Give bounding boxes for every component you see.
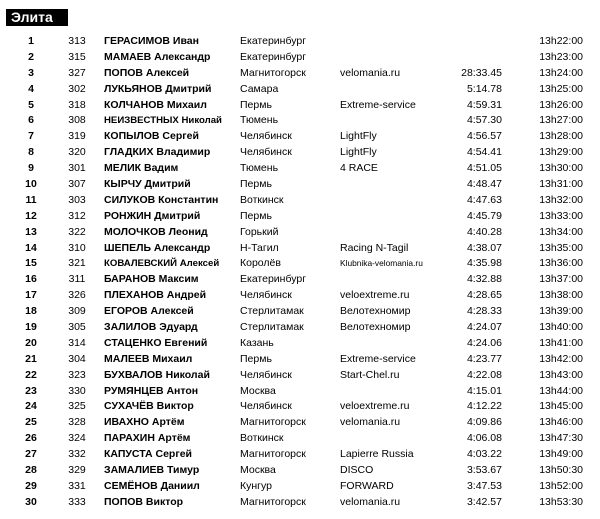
table-row <box>0 177 600 193</box>
place-cell: 25 <box>25 416 37 429</box>
team-cell: Start-Chel.ru <box>340 368 400 381</box>
time-cell: 13h43:00 <box>539 368 583 381</box>
city-cell: Магнитогорск <box>240 66 306 79</box>
gap-cell: 4:28.65 <box>466 289 502 302</box>
name-cell: ПОПОВ Виктор <box>104 495 184 508</box>
table-row <box>0 145 600 161</box>
city-cell: Магнитогорск <box>240 448 306 461</box>
gap-cell: 4:54.41 <box>466 146 502 159</box>
place-cell: 28 <box>25 464 37 477</box>
team-cell: LightFly <box>340 146 377 159</box>
bib-cell: 307 <box>68 178 86 191</box>
city-cell: Воткинск <box>240 432 284 445</box>
time-cell: 13h41:00 <box>539 336 583 349</box>
time-cell: 13h34:00 <box>539 225 583 238</box>
time-cell: 13h22:00 <box>539 35 583 47</box>
name-cell: ШЕПЕЛЬ Александр <box>104 241 211 254</box>
table-row <box>0 352 600 368</box>
bib-cell: 304 <box>68 352 86 365</box>
gap-cell: 4:56.57 <box>466 130 502 143</box>
table-row <box>0 66 600 82</box>
name-cell: КАПУСТА Сергей <box>104 448 193 461</box>
city-cell: Магнитогорск <box>240 416 306 429</box>
gap-cell: 4:40.28 <box>466 225 502 238</box>
team-cell: Lapierre Russia <box>340 448 414 461</box>
city-cell: Челябинск <box>240 400 292 413</box>
table-row <box>0 98 600 114</box>
time-cell: 13h28:00 <box>539 130 583 143</box>
name-cell: СУХАЧЁВ Виктор <box>104 400 194 413</box>
place-cell: 19 <box>25 321 37 334</box>
bib-cell: 321 <box>68 257 86 270</box>
gap-cell: 4:51.05 <box>466 162 502 175</box>
name-cell: МОЛОЧКОВ Леонид <box>104 225 208 238</box>
place-cell: 27 <box>25 448 37 461</box>
bib-cell: 310 <box>68 241 86 254</box>
name-cell: КОЛЧАНОВ Михаил <box>104 98 207 111</box>
gap-cell: 3:53.67 <box>466 464 502 477</box>
name-cell: НЕИЗВЕСТНЫХ Николай <box>104 115 222 127</box>
name-cell: БУХВАЛОВ Николай <box>104 368 210 381</box>
time-cell: 13h50:30 <box>539 464 583 477</box>
bib-cell: 323 <box>68 368 86 381</box>
gap-cell: 4:23.77 <box>466 352 502 365</box>
place-cell: 29 <box>25 479 37 492</box>
time-cell: 13h44:00 <box>539 384 583 397</box>
time-cell: 13h29:00 <box>539 146 583 159</box>
place-cell: 8 <box>28 146 34 159</box>
place-cell: 26 <box>25 432 37 445</box>
table-row <box>0 384 600 400</box>
table-row <box>0 368 600 384</box>
place-cell: 11 <box>25 193 37 206</box>
table-row <box>0 193 600 209</box>
team-cell: velomania.ru <box>340 66 401 79</box>
name-cell: ПАРАХИН Артём <box>104 432 191 445</box>
bib-cell: 311 <box>68 273 86 286</box>
time-cell: 13h42:00 <box>539 352 583 365</box>
name-cell: ГЕРАСИМОВ Иван <box>104 35 199 47</box>
bib-cell: 318 <box>68 98 86 111</box>
city-cell: Самара <box>240 82 279 95</box>
table-row <box>0 304 600 320</box>
place-cell: 30 <box>25 495 37 508</box>
bib-cell: 302 <box>68 82 86 95</box>
time-cell: 13h46:00 <box>539 416 583 429</box>
place-cell: 21 <box>25 352 37 365</box>
team-cell: Велотехномир <box>340 321 411 334</box>
name-cell: КЫРЧУ Дмитрий <box>104 178 191 191</box>
city-cell: Воткинск <box>240 193 284 206</box>
gap-cell: 4:24.07 <box>466 321 502 334</box>
bib-cell: 319 <box>68 130 86 143</box>
gap-cell: 4:35.98 <box>466 257 502 270</box>
table-row <box>0 256 600 272</box>
time-cell: 13h32:00 <box>539 193 583 206</box>
place-cell: 22 <box>25 368 37 381</box>
city-cell: Пермь <box>240 209 272 222</box>
city-cell: Екатеринбург <box>240 273 307 286</box>
city-cell: Королёв <box>240 257 281 270</box>
bib-cell: 327 <box>68 66 86 79</box>
gap-cell: 3:47.53 <box>466 479 502 492</box>
city-cell: Екатеринбург <box>240 50 307 63</box>
city-cell: Н-Тагил <box>240 241 279 254</box>
bib-cell: 326 <box>68 289 86 302</box>
city-cell: Казань <box>240 336 274 349</box>
team-cell: Extreme-service <box>340 98 416 111</box>
table-row <box>0 241 600 257</box>
name-cell: ПЛЕХАНОВ Андрей <box>104 289 207 302</box>
gap-cell: 4:03.22 <box>466 448 502 461</box>
bib-cell: 303 <box>68 193 86 206</box>
city-cell: Москва <box>240 464 276 477</box>
city-cell: Пермь <box>240 352 272 365</box>
city-cell: Кунгур <box>240 479 272 492</box>
place-cell: 5 <box>28 98 34 111</box>
table-row <box>0 447 600 463</box>
name-cell: ГЛАДКИХ Владимир <box>104 146 211 159</box>
city-cell: Пермь <box>240 178 272 191</box>
bib-cell: 315 <box>68 50 86 63</box>
place-cell: 6 <box>28 114 34 127</box>
table-row <box>0 463 600 479</box>
bib-cell: 332 <box>68 448 86 461</box>
place-cell: 9 <box>28 162 34 175</box>
place-cell: 20 <box>25 336 37 349</box>
bib-cell: 328 <box>68 416 86 429</box>
time-cell: 13h52:00 <box>539 479 583 492</box>
time-cell: 13h33:00 <box>539 209 583 222</box>
name-cell: МАМАЕВ Александр <box>104 50 211 63</box>
table-row <box>0 50 600 66</box>
bib-cell: 325 <box>68 400 86 413</box>
table-row <box>0 415 600 431</box>
team-cell: DISCO <box>340 464 374 477</box>
gap-cell: 4:22.08 <box>466 368 502 381</box>
time-cell: 13h24:00 <box>539 66 583 79</box>
name-cell: РУМЯНЦЕВ Антон <box>104 384 199 397</box>
time-cell: 13h49:00 <box>539 448 583 461</box>
gap-cell: 5:14.78 <box>466 82 502 95</box>
gap-cell: 4:09.86 <box>466 416 502 429</box>
time-cell: 13h35:00 <box>539 241 583 254</box>
city-cell: Челябинск <box>240 289 292 302</box>
name-cell: ПОПОВ Алексей <box>104 66 190 79</box>
time-cell: 13h25:00 <box>539 82 583 95</box>
time-cell: 13h26:00 <box>539 98 583 111</box>
team-cell: velomania.ru <box>340 495 401 508</box>
name-cell: СЕМЁНОВ Даниил <box>104 479 200 492</box>
time-cell: 13h45:00 <box>539 400 583 413</box>
time-cell: 13h30:00 <box>539 162 583 175</box>
name-cell: ЗАЛИЛОВ Эдуард <box>104 321 198 334</box>
name-cell: КОВАЛЕВСКИЙ Алексей <box>104 258 220 270</box>
time-cell: 13h31:00 <box>539 178 583 191</box>
city-cell: Пермь <box>240 98 272 111</box>
name-cell: СТАЦЕНКО Евгений <box>104 336 208 349</box>
city-cell: Магнитогорск <box>240 495 306 508</box>
table-row <box>0 161 600 177</box>
name-cell: ЗАМАЛИЕВ Тимур <box>104 464 200 477</box>
gap-cell: 4:57.30 <box>466 114 502 127</box>
gap-cell: 28:33.45 <box>461 66 502 79</box>
table-row <box>0 479 600 495</box>
gap-cell: 4:47.63 <box>466 193 502 206</box>
time-cell: 13h23:00 <box>539 50 583 63</box>
team-cell: Extreme-service <box>340 352 416 365</box>
bib-cell: 313 <box>68 35 86 47</box>
city-cell: Челябинск <box>240 146 292 159</box>
time-cell: 13h37:00 <box>539 273 583 286</box>
gap-cell: 4:59.31 <box>466 98 502 111</box>
name-cell: БАРАНОВ Максим <box>104 273 199 286</box>
name-cell: ЕГОРОВ Алексей <box>104 305 194 318</box>
category-title: Элита <box>6 9 68 26</box>
gap-cell: 4:48.47 <box>466 178 502 191</box>
name-cell: ИВАХНО Артём <box>104 416 185 429</box>
bib-cell: 308 <box>68 114 86 127</box>
time-cell: 13h39:00 <box>539 305 583 318</box>
bib-cell: 330 <box>68 384 86 397</box>
table-row <box>0 336 600 352</box>
bib-cell: 333 <box>68 495 86 508</box>
table-row <box>0 288 600 304</box>
gap-cell: 4:24.06 <box>466 336 502 349</box>
place-cell: 10 <box>25 178 37 191</box>
table-row <box>0 431 600 447</box>
city-cell: Екатеринбург <box>240 35 307 47</box>
time-cell: 13h40:00 <box>539 321 583 334</box>
table-row <box>0 320 600 336</box>
team-cell: velomania.ru <box>340 416 401 429</box>
results-table <box>0 34 600 511</box>
table-row <box>0 225 600 241</box>
bib-cell: 314 <box>68 336 86 349</box>
place-cell: 23 <box>25 384 37 397</box>
table-row <box>0 399 600 415</box>
time-cell: 13h36:00 <box>539 257 583 270</box>
team-cell: Велотехномир <box>340 305 411 318</box>
name-cell: КОПЫЛОВ Сергей <box>104 130 199 143</box>
team-cell: Racing N-Tagil <box>340 241 409 254</box>
gap-cell: 3:42.57 <box>466 495 502 508</box>
name-cell: ЛУКЬЯНОВ Дмитрий <box>104 82 212 95</box>
team-cell: 4 RACE <box>340 162 378 175</box>
table-row <box>0 272 600 288</box>
city-cell: Тюмень <box>240 114 279 127</box>
bib-cell: 322 <box>68 225 86 238</box>
team-cell: veloextreme.ru <box>340 400 410 413</box>
table-row <box>0 495 600 511</box>
place-cell: 1 <box>28 35 34 47</box>
place-cell: 7 <box>28 130 34 143</box>
gap-cell: 4:32.88 <box>466 273 502 286</box>
bib-cell: 324 <box>68 432 86 445</box>
city-cell: Тюмень <box>240 162 279 175</box>
table-row <box>0 129 600 145</box>
place-cell: 2 <box>28 50 34 63</box>
gap-cell: 4:12.22 <box>466 400 502 413</box>
place-cell: 24 <box>25 400 37 413</box>
bib-cell: 320 <box>68 146 86 159</box>
city-cell: Стерлитамак <box>240 321 304 334</box>
gap-cell: 4:28.33 <box>466 305 502 318</box>
place-cell: 14 <box>25 241 37 254</box>
city-cell: Горький <box>240 225 279 238</box>
city-cell: Челябинск <box>240 368 292 381</box>
gap-cell: 4:45.79 <box>466 209 502 222</box>
table-row <box>0 113 600 129</box>
team-cell: Klubnika-velomania.ru <box>340 258 423 269</box>
gap-cell: 4:38.07 <box>466 241 502 254</box>
name-cell: СИЛУКОВ Константин <box>104 193 219 206</box>
place-cell: 18 <box>25 305 37 318</box>
team-cell: veloextreme.ru <box>340 289 410 302</box>
place-cell: 3 <box>28 66 34 79</box>
bib-cell: 301 <box>68 162 86 175</box>
city-cell: Москва <box>240 384 276 397</box>
city-cell: Челябинск <box>240 130 292 143</box>
team-cell: FORWARD <box>340 479 394 492</box>
table-row <box>0 34 600 50</box>
time-cell: 13h38:00 <box>539 289 583 302</box>
place-cell: 15 <box>25 257 37 270</box>
bib-cell: 329 <box>68 464 86 477</box>
bib-cell: 309 <box>68 305 86 318</box>
team-cell: LightFly <box>340 130 377 143</box>
place-cell: 12 <box>25 209 37 222</box>
bib-cell: 331 <box>68 479 86 492</box>
city-cell: Стерлитамак <box>240 305 304 318</box>
place-cell: 4 <box>28 82 34 95</box>
place-cell: 16 <box>25 273 37 286</box>
name-cell: РОНЖИН Дмитрий <box>104 209 201 222</box>
bib-cell: 312 <box>68 209 86 222</box>
time-cell: 13h27:00 <box>539 114 583 127</box>
bib-cell: 305 <box>68 321 86 334</box>
time-cell: 13h53:30 <box>539 495 583 508</box>
name-cell: МАЛЕЕВ Михаил <box>104 352 193 365</box>
table-row <box>0 209 600 225</box>
time-cell: 13h47:30 <box>539 432 583 445</box>
table-row <box>0 82 600 98</box>
gap-cell: 4:15.01 <box>466 384 502 397</box>
gap-cell: 4:06.08 <box>466 432 502 445</box>
place-cell: 13 <box>25 225 37 238</box>
place-cell: 17 <box>25 289 37 302</box>
name-cell: МЕЛИК Вадим <box>104 162 179 175</box>
